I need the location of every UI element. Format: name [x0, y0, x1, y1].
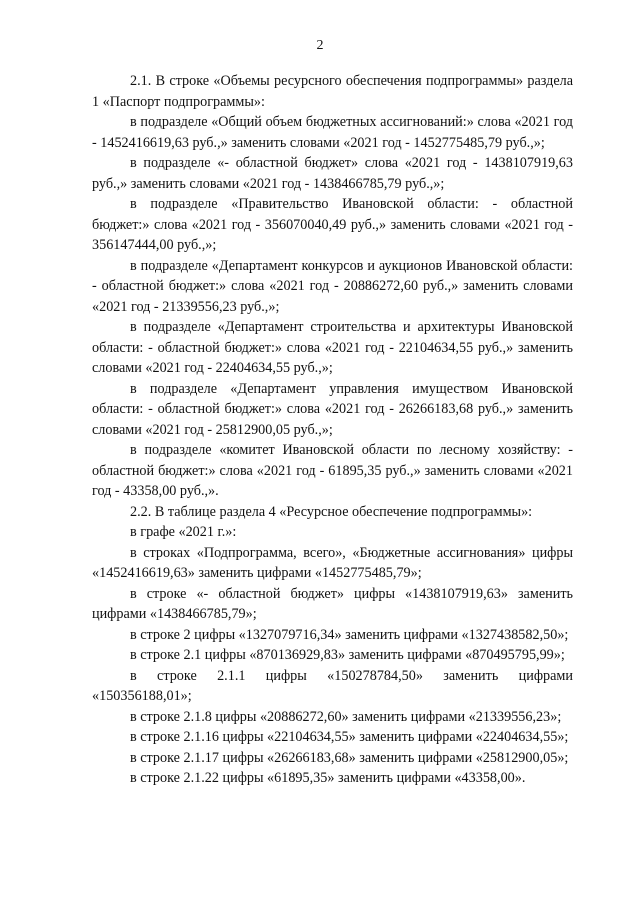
paragraph: в строке 2.1 цифры «870136929,83» заменить цифрами «870495795,99»; — [130, 647, 565, 663]
paragraph: в строке «- областной бюджет» цифры «1438107919,63» заменить цифрами «1438466785,79»; — [92, 585, 573, 622]
paragraph: в строке 2.1.8 цифры «20886272,60» заменить цифрами «21339556,23»; — [130, 708, 562, 725]
paragraph: в подразделе «комитет Ивановской области по лесному хозяйству: - областной бюджет:» слова «2021 год - 61895,35 руб.,» заменить словами «2021 год - 43358,00 руб.,». — [92, 442, 573, 499]
paragraph: 2.1. В строке «Объемы ресурсного обеспечения подпрограммы» раздела 1 «Паспорт подпрограммы»: — [92, 73, 573, 110]
paragraph: в строках «Подпрограмма, всего», «Бюджетные ассигнования» цифры «1452416619,63» заменить цифрами «1452775485,79»; — [92, 544, 573, 581]
paragraph: в строке 2.1.17 цифры «26266183,68» заменить цифрами «25812900,05»; — [130, 749, 569, 766]
paragraph: в подразделе «Правительство Ивановской области: - областной бюджет:» слова «2021 год - 356070040,49 руб.,» заменить словами «2021 год - 356147444,00 руб.,»; — [92, 196, 573, 253]
paragraph: в подразделе «Общий объем бюджетных ассигнований:» слова «2021 год - 1452416619,63 руб.,» заменить словами «2021 год - 1452775485,79 руб.,»; — [92, 114, 573, 151]
paragraph: в графе «2021 г.»: — [130, 524, 237, 540]
page-number: 2 — [316, 38, 324, 53]
paragraph: в строке 2.1.1 цифры «150278784,50» заменить цифрами «150356188,01»; — [92, 667, 573, 704]
paragraph: в строке 2 цифры «1327079716,34» заменить цифрами «1327438582,50»; — [130, 626, 569, 643]
paragraph: в строке 2.1.22 цифры «61895,35» заменить цифрами «43358,00». — [130, 770, 526, 786]
paragraph: в подразделе «Департамент строительства и архитектуры Ивановской области: - областной бюджет:» слова «2021 год - 22104634,55 руб.,» заменить словами «2021 год - 22404634,55 руб.,»; — [92, 319, 573, 376]
paragraph: в строке 2.1.16 цифры «22104634,55» заменить цифрами «22404634,55»; — [130, 729, 569, 745]
paragraph: в подразделе «Департамент управления имуществом Ивановской области: - областной бюджет:» слова «2021 год - 26266183,68 руб.,» заменить словами «2021 год - 25812900,05 руб.,»; — [92, 380, 573, 438]
document-body — [92, 71, 573, 789]
paragraph: в подразделе «- областной бюджет» слова «2021 год - 1438107919,63 руб.,» заменить словами «2021 год - 1438466785,79 руб.,»; — [92, 155, 573, 192]
paragraph: в подразделе «Департамент конкурсов и аукционов Ивановской области: - областной бюджет:» слова «2021 год - 20886272,60 руб.,» заменить словами «2021 год - 21339556,23 руб.,»; — [92, 257, 573, 315]
paragraph: 2.2. В таблице раздела 4 «Ресурсное обеспечение подпрограммы»: — [130, 503, 533, 520]
